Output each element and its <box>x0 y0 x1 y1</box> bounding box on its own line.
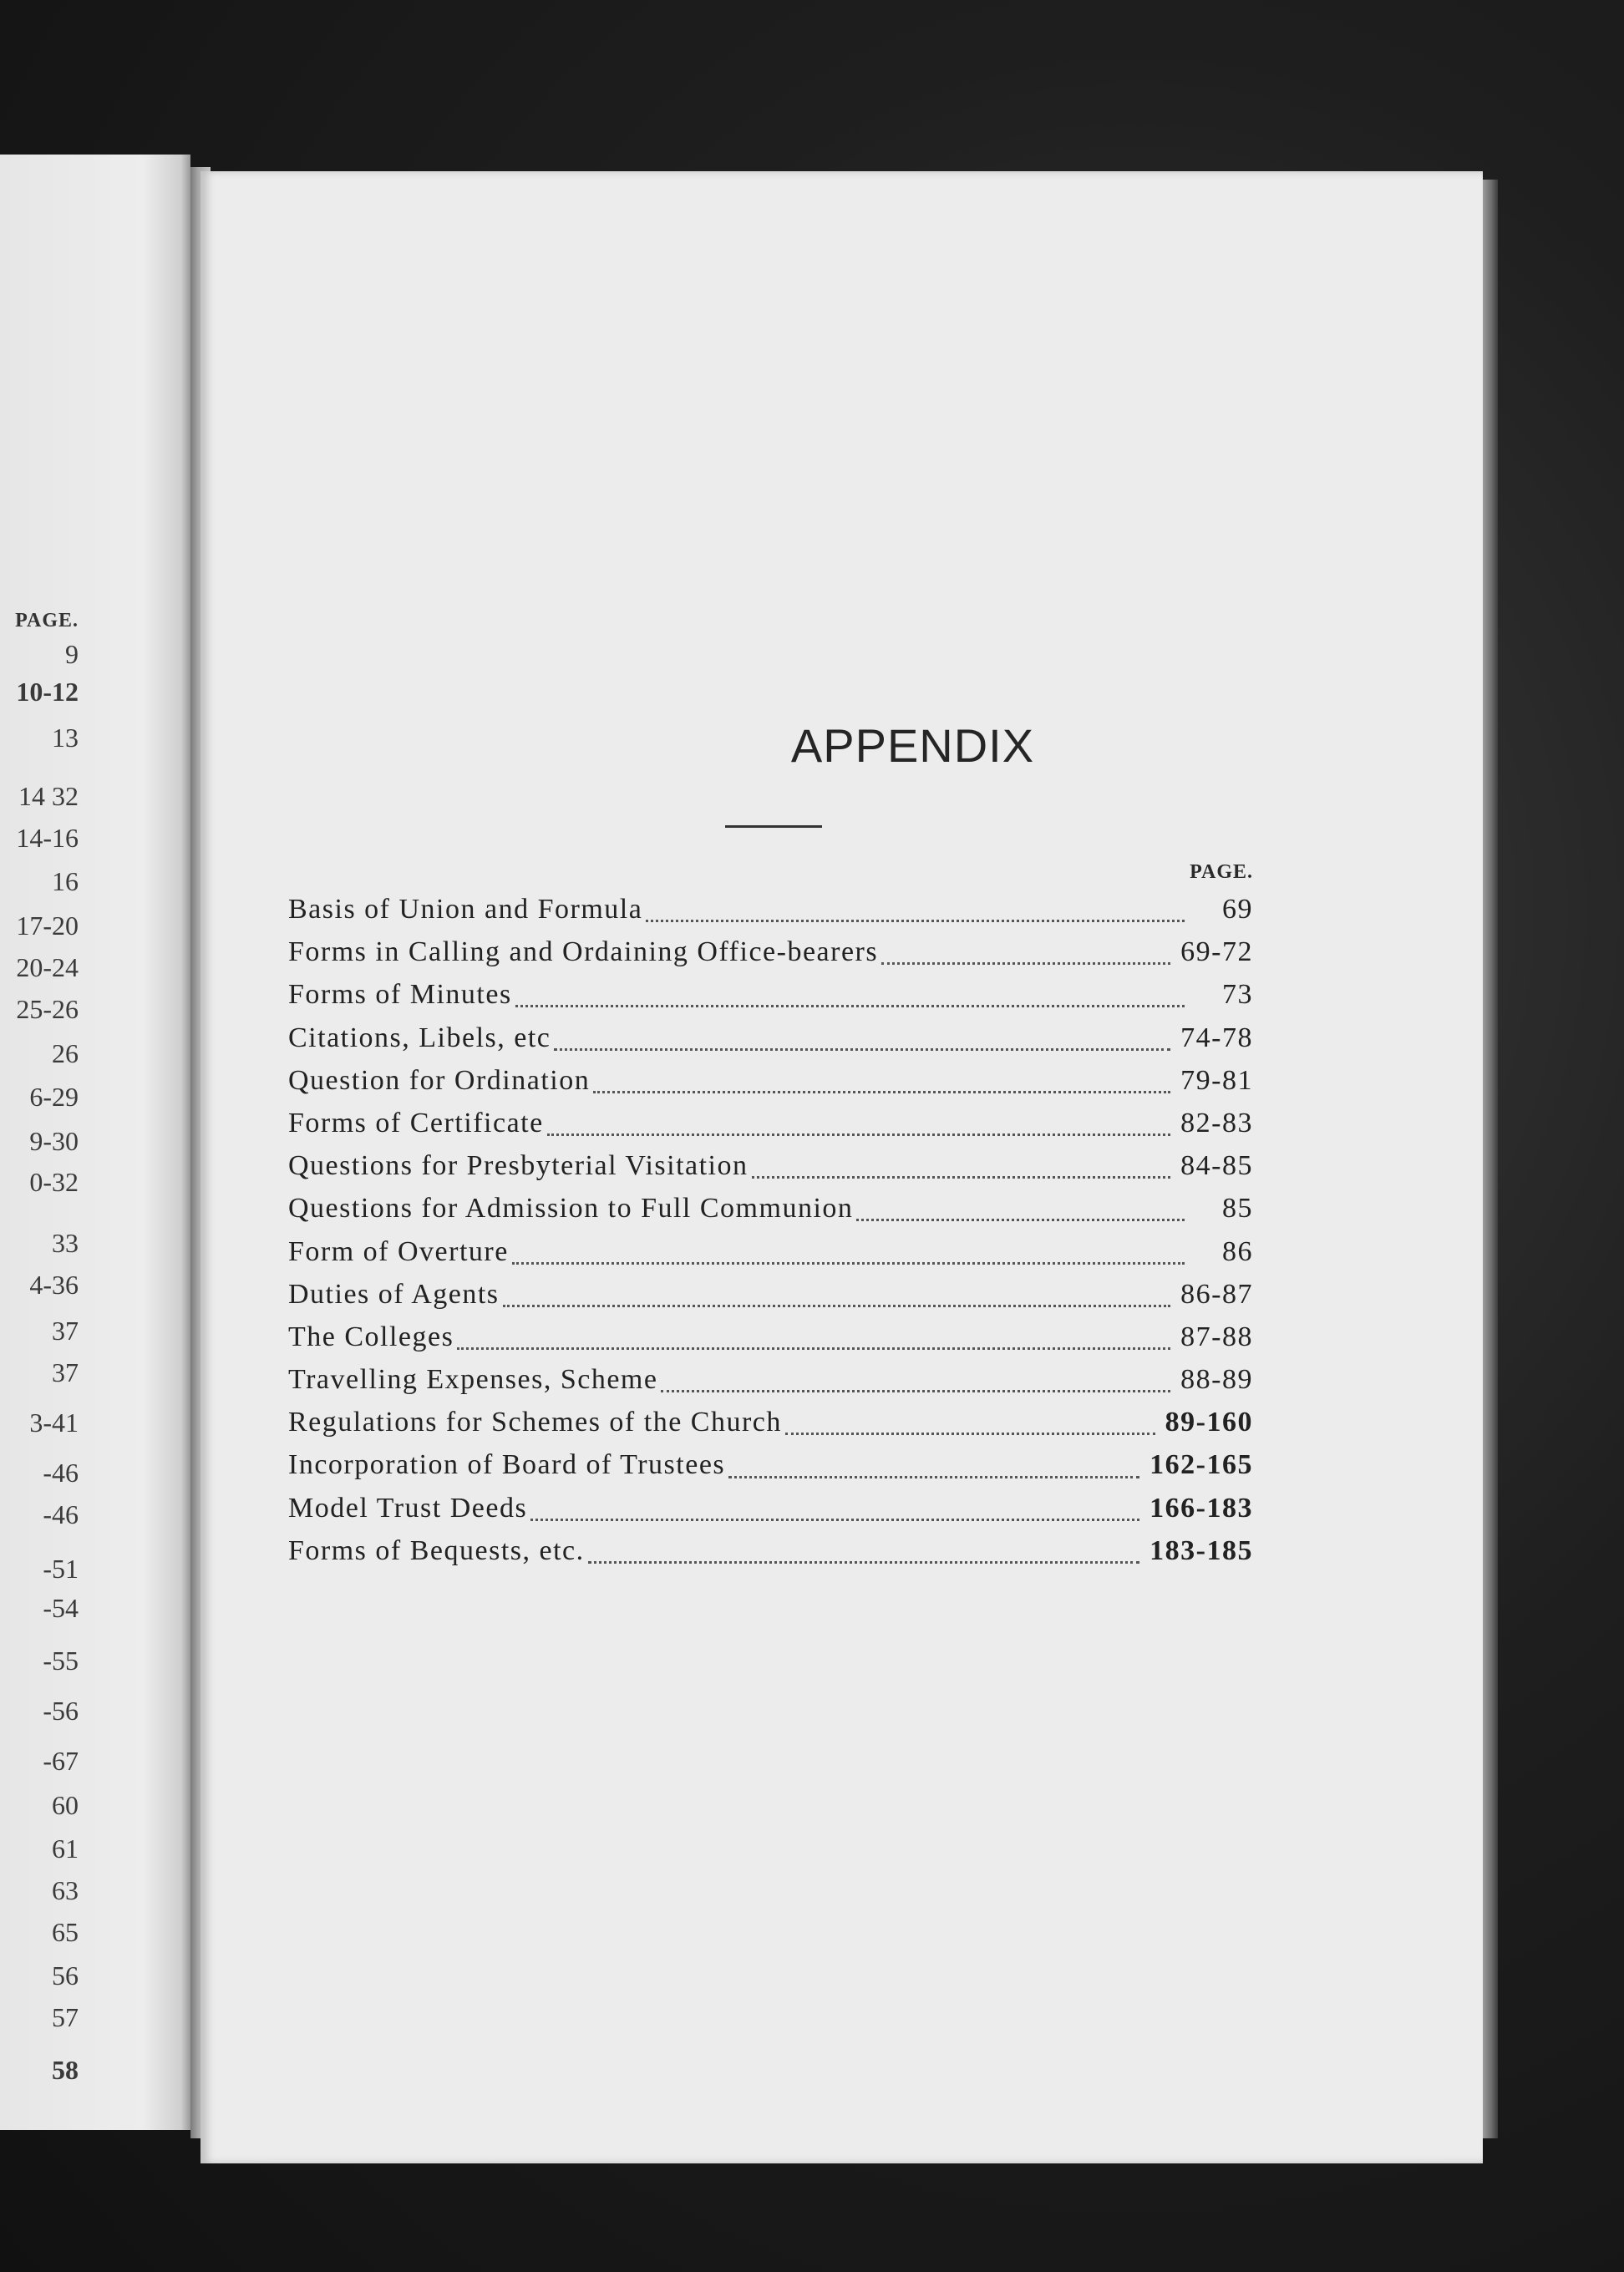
left-page-number: 14-16 <box>16 823 79 853</box>
page-column-header: PAGE. <box>1190 861 1253 883</box>
left-page-number: 16 <box>52 866 79 896</box>
toc-entry-title: Question for Ordination <box>288 1064 591 1096</box>
toc-entry <box>288 894 1253 936</box>
dot-leader <box>554 1048 1170 1051</box>
toc-entry-title: Incorporation of Board of Trustees <box>288 1449 726 1481</box>
left-page-number: 20-24 <box>16 952 79 982</box>
toc-entry-title: Form of Overture <box>288 1235 509 1267</box>
left-page-number: 26 <box>52 1038 79 1068</box>
toc-entry-page: 86 <box>1222 1235 1253 1267</box>
toc-entry-title: Forms of Bequests, etc. <box>288 1534 585 1566</box>
left-page-number: 13 <box>52 723 79 753</box>
toc-entry-page: 69-72 <box>1180 936 1253 968</box>
toc-entry-page: 166-183 <box>1149 1492 1253 1524</box>
toc-entry <box>288 1279 1253 1321</box>
toc-entry-title: Questions for Admission to Full Communion <box>288 1193 854 1225</box>
toc-entry-title: Model Trust Deeds <box>288 1492 528 1524</box>
dot-leader <box>503 1305 1171 1307</box>
toc-entry-page: 183-185 <box>1149 1534 1253 1566</box>
toc-entry-page: 162-165 <box>1149 1449 1253 1481</box>
dot-leader <box>752 1176 1171 1179</box>
toc-entry-title: Basis of Union and Formula <box>288 894 643 925</box>
left-page-number: 0-32 <box>29 1167 79 1197</box>
dot-leader <box>881 962 1170 965</box>
left-page-number: 14 32 <box>18 781 79 811</box>
appendix-title: APPENDIX <box>790 719 1035 772</box>
toc-entry <box>288 936 1253 979</box>
left-page-number: -46 <box>43 1499 79 1529</box>
toc-entry <box>288 1022 1253 1065</box>
toc-entry-page: 74-78 <box>1180 1022 1253 1053</box>
toc-entry-page: 69 <box>1222 894 1253 925</box>
dot-leader <box>728 1476 1139 1478</box>
toc-entry <box>288 1150 1253 1193</box>
dot-leader <box>785 1433 1155 1435</box>
left-page-number: 6-29 <box>29 1082 79 1112</box>
left-page-number: 37 <box>52 1357 79 1387</box>
left-page-number: 63 <box>52 1875 79 1905</box>
left-page-number: 58 <box>52 2055 79 2085</box>
dot-leader <box>457 1347 1170 1350</box>
toc-entry-page: 82-83 <box>1180 1107 1253 1139</box>
left-page-number: 37 <box>52 1316 79 1346</box>
toc-entry-title: Duties of Agents <box>288 1278 500 1310</box>
toc-entry <box>288 1321 1253 1364</box>
toc-entry <box>288 1493 1253 1535</box>
left-page-number: 9 <box>65 639 79 669</box>
left-page-number: -67 <box>43 1746 79 1776</box>
toc-entry-title: The Colleges <box>288 1321 454 1352</box>
left-page-number: 61 <box>52 1833 79 1864</box>
toc-entry-page: 88-89 <box>1180 1364 1253 1396</box>
appendix-contents <box>288 894 1253 1578</box>
left-page-number: 56 <box>52 1960 79 1991</box>
left-page-number: 65 <box>52 1917 79 1947</box>
dot-leader <box>515 1005 1185 1007</box>
left-page-number: 57 <box>52 2002 79 2032</box>
left-page-number: -56 <box>43 1696 79 1726</box>
left-page <box>0 155 190 2130</box>
toc-entry <box>288 1108 1253 1150</box>
toc-entry-title: Citations, Libels, etc <box>288 1022 551 1053</box>
left-page-number: -46 <box>43 1458 79 1488</box>
dot-leader <box>530 1519 1139 1521</box>
left-page-number: 17-20 <box>16 910 79 941</box>
toc-entry <box>288 1236 1253 1279</box>
left-page-number: 33 <box>52 1228 79 1258</box>
dot-leader <box>588 1561 1140 1564</box>
left-page-number: 25-26 <box>16 994 79 1024</box>
toc-entry <box>288 979 1253 1022</box>
toc-entry-page: 73 <box>1222 979 1253 1011</box>
left-page-number: 60 <box>52 1790 79 1820</box>
left-page-number: 10-12 <box>16 677 79 707</box>
title-rule <box>725 825 822 828</box>
left-page-number: 3-41 <box>29 1407 79 1438</box>
dot-leader <box>856 1219 1185 1221</box>
toc-entry-page: 89-160 <box>1165 1407 1253 1438</box>
toc-entry <box>288 1449 1253 1492</box>
toc-entry-page: 85 <box>1222 1193 1253 1225</box>
toc-entry <box>288 1193 1253 1235</box>
left-page-number: -55 <box>43 1646 79 1676</box>
dot-leader <box>512 1262 1185 1265</box>
dot-leader <box>661 1390 1170 1392</box>
toc-entry-title: Regulations for Schemes of the Church <box>288 1407 782 1438</box>
right-page <box>200 171 1483 2163</box>
left-page-number: 4-36 <box>29 1270 79 1300</box>
toc-entry-title: Forms of Certificate <box>288 1107 544 1139</box>
toc-entry-title: Questions for Presbyterial Visitation <box>288 1150 749 1182</box>
left-page-number: 9-30 <box>29 1126 79 1156</box>
toc-entry <box>288 1407 1253 1449</box>
dot-leader <box>593 1091 1170 1093</box>
left-page-number: -54 <box>43 1593 79 1623</box>
toc-entry-title: Travelling Expenses, Scheme <box>288 1364 658 1396</box>
toc-entry-title: Forms in Calling and Ordaining Office-bearers <box>288 936 879 968</box>
toc-entry-page: 84-85 <box>1180 1150 1253 1182</box>
toc-entry <box>288 1535 1253 1578</box>
dot-leader <box>547 1133 1170 1136</box>
page-edge <box>1483 180 1498 2138</box>
toc-entry-page: 79-81 <box>1180 1064 1253 1096</box>
toc-entry <box>288 1065 1253 1108</box>
toc-entry <box>288 1364 1253 1407</box>
left-page-number: -51 <box>43 1554 79 1584</box>
toc-entry-page: 87-88 <box>1180 1321 1253 1352</box>
left-page-header: PAGE. <box>15 610 79 631</box>
dot-leader <box>646 920 1185 922</box>
toc-entry-title: Forms of Minutes <box>288 979 512 1011</box>
toc-entry-page: 86-87 <box>1180 1278 1253 1310</box>
